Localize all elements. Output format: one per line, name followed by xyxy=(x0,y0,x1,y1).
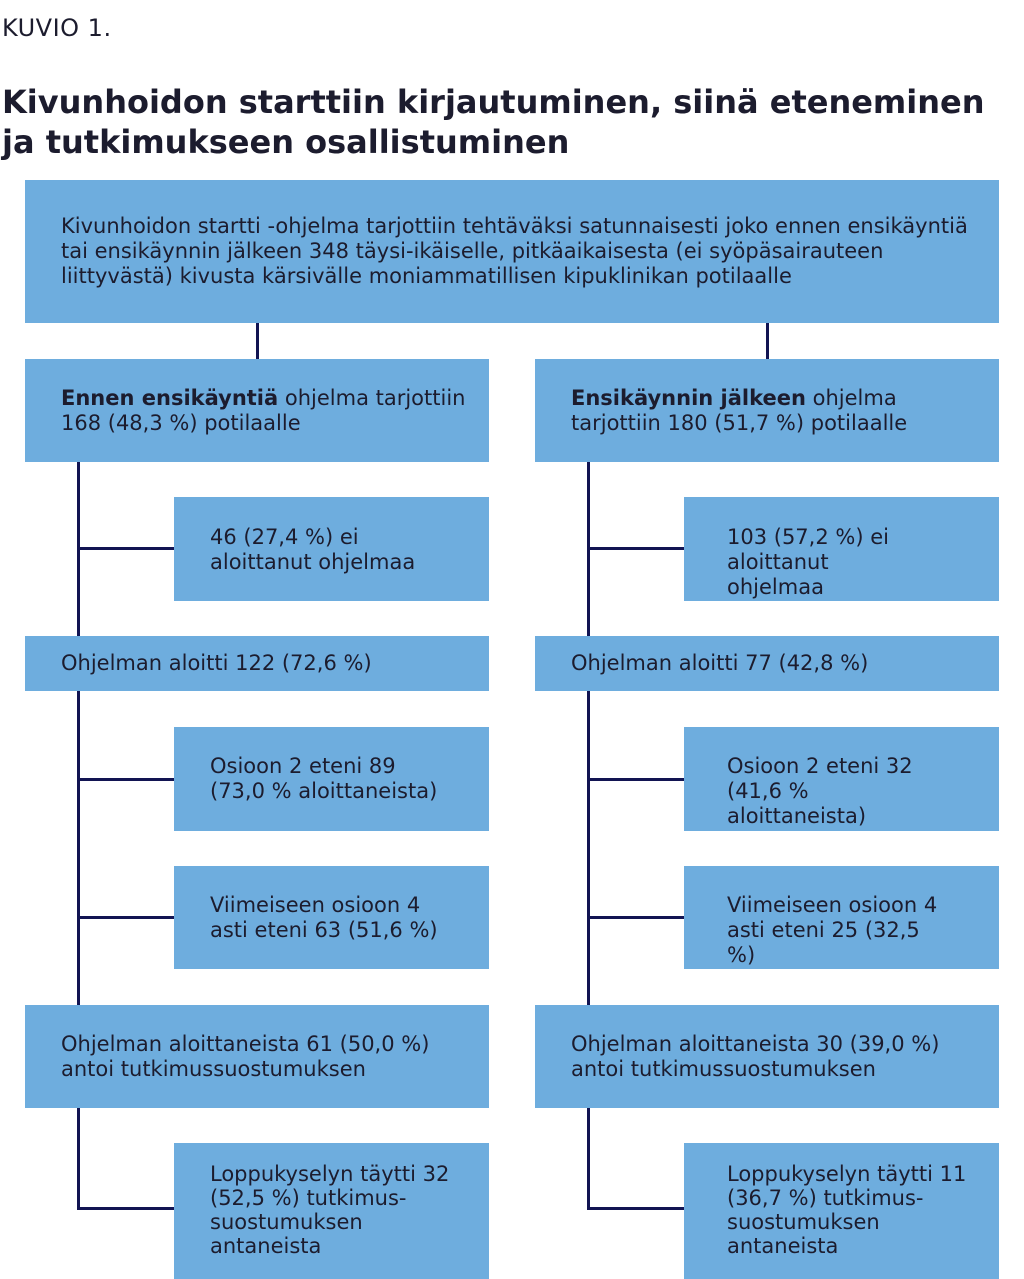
connector-right-branch-2 xyxy=(587,778,684,781)
connector-left-branch-1 xyxy=(77,547,174,550)
right-started-text: Ohjelman aloitti 77 (42,8 %) xyxy=(571,651,869,675)
right-module4-box xyxy=(684,866,999,969)
left-final-survey-text: Loppukyselyn täytti 32 (52,5 %) tutkimus-suostumuksen antaneista xyxy=(210,1162,450,1258)
right-offer-text xyxy=(571,386,983,436)
left-not-started-text: 46 (27,4 %) ei aloittanut ohjelmaa xyxy=(210,525,416,574)
connector-top-left xyxy=(256,323,259,359)
figure-title: Kivunhoidon starttiin kirjautuminen, siinä eteneminen ja tutkimukseen osallistuminen xyxy=(2,83,985,161)
connector-right-spine-2 xyxy=(587,691,590,1005)
left-offer-rest: ohjelma tarjottiin 168 (48,3 %) potilaalle xyxy=(61,386,466,435)
top-box-text: Kivunhoidon startti -ohjelma tarjottiin tehtäväksi satunnaisesti joko ennen ensikäyntiä tai ensikäynnin jälkeen 348 täysi-ikäiselle, pitkäaikaisesta (ei syöpäsairauteen liittyvästä) kivusta kärsivälle moniammatillisen kipuklinikan potilaalle xyxy=(61,214,968,288)
right-final-survey-text: Loppukyselyn täytti 11 (36,7 %) tutkimus-suostumuksen antaneista xyxy=(727,1162,967,1258)
left-not-started-box xyxy=(174,497,489,601)
left-consent-text: Ohjelman aloittaneista 61 (50,0 %) antoi tutkimussuostumuksen xyxy=(61,1032,430,1081)
right-module4-text: Viimeiseen osioon 4 asti eteni 25 (32,5 %) xyxy=(727,893,938,967)
left-offer-box xyxy=(25,359,489,462)
connector-right-spine-3 xyxy=(587,1108,590,1210)
right-started-box xyxy=(535,636,999,691)
top-box xyxy=(25,180,999,323)
connector-left-branch-2 xyxy=(77,778,174,781)
right-offer-rest: ohjelma tarjottiin 180 (51,7 %) potilaalle xyxy=(571,386,908,435)
right-not-started-text: 103 (57,2 %) ei aloittanut ohjelmaa xyxy=(727,525,889,599)
right-consent-box xyxy=(535,1005,999,1108)
connector-right-branch-4 xyxy=(587,1207,684,1210)
figure-label: KUVIO 1. xyxy=(2,14,112,42)
right-module2-box xyxy=(684,727,999,831)
left-module4-box xyxy=(174,866,489,969)
right-module2-text: Osioon 2 eteni 32 (41,6 % aloittaneista) xyxy=(727,754,913,828)
connector-left-branch-3 xyxy=(77,916,174,919)
left-started-box xyxy=(25,636,489,691)
connector-top-right xyxy=(766,323,769,359)
right-not-started-box xyxy=(684,497,999,601)
right-offer-box xyxy=(535,359,999,462)
right-offer-bold: Ensikäynnin jälkeen xyxy=(571,386,806,410)
left-offer-bold: Ennen ensikäyntiä xyxy=(61,386,279,410)
left-started-text: Ohjelman aloitti 122 (72,6 %) xyxy=(61,651,372,675)
left-final-survey-box xyxy=(174,1143,489,1279)
connector-left-spine-3 xyxy=(77,1108,80,1210)
right-final-survey-box xyxy=(684,1143,999,1279)
left-module4-text: Viimeiseen osioon 4 asti eteni 63 (51,6 %) xyxy=(210,893,438,942)
connector-left-spine-2 xyxy=(77,691,80,1005)
connector-left-branch-4 xyxy=(77,1207,174,1210)
left-module2-box xyxy=(174,727,489,831)
left-module2-text: Osioon 2 eteni 89 (73,0 % aloittaneista) xyxy=(210,754,438,803)
left-consent-box xyxy=(25,1005,489,1108)
connector-right-branch-3 xyxy=(587,916,684,919)
left-offer-text xyxy=(61,386,473,436)
right-consent-text: Ohjelman aloittaneista 30 (39,0 %) antoi tutkimussuostumuksen xyxy=(571,1032,940,1081)
connector-right-branch-1 xyxy=(587,547,684,550)
